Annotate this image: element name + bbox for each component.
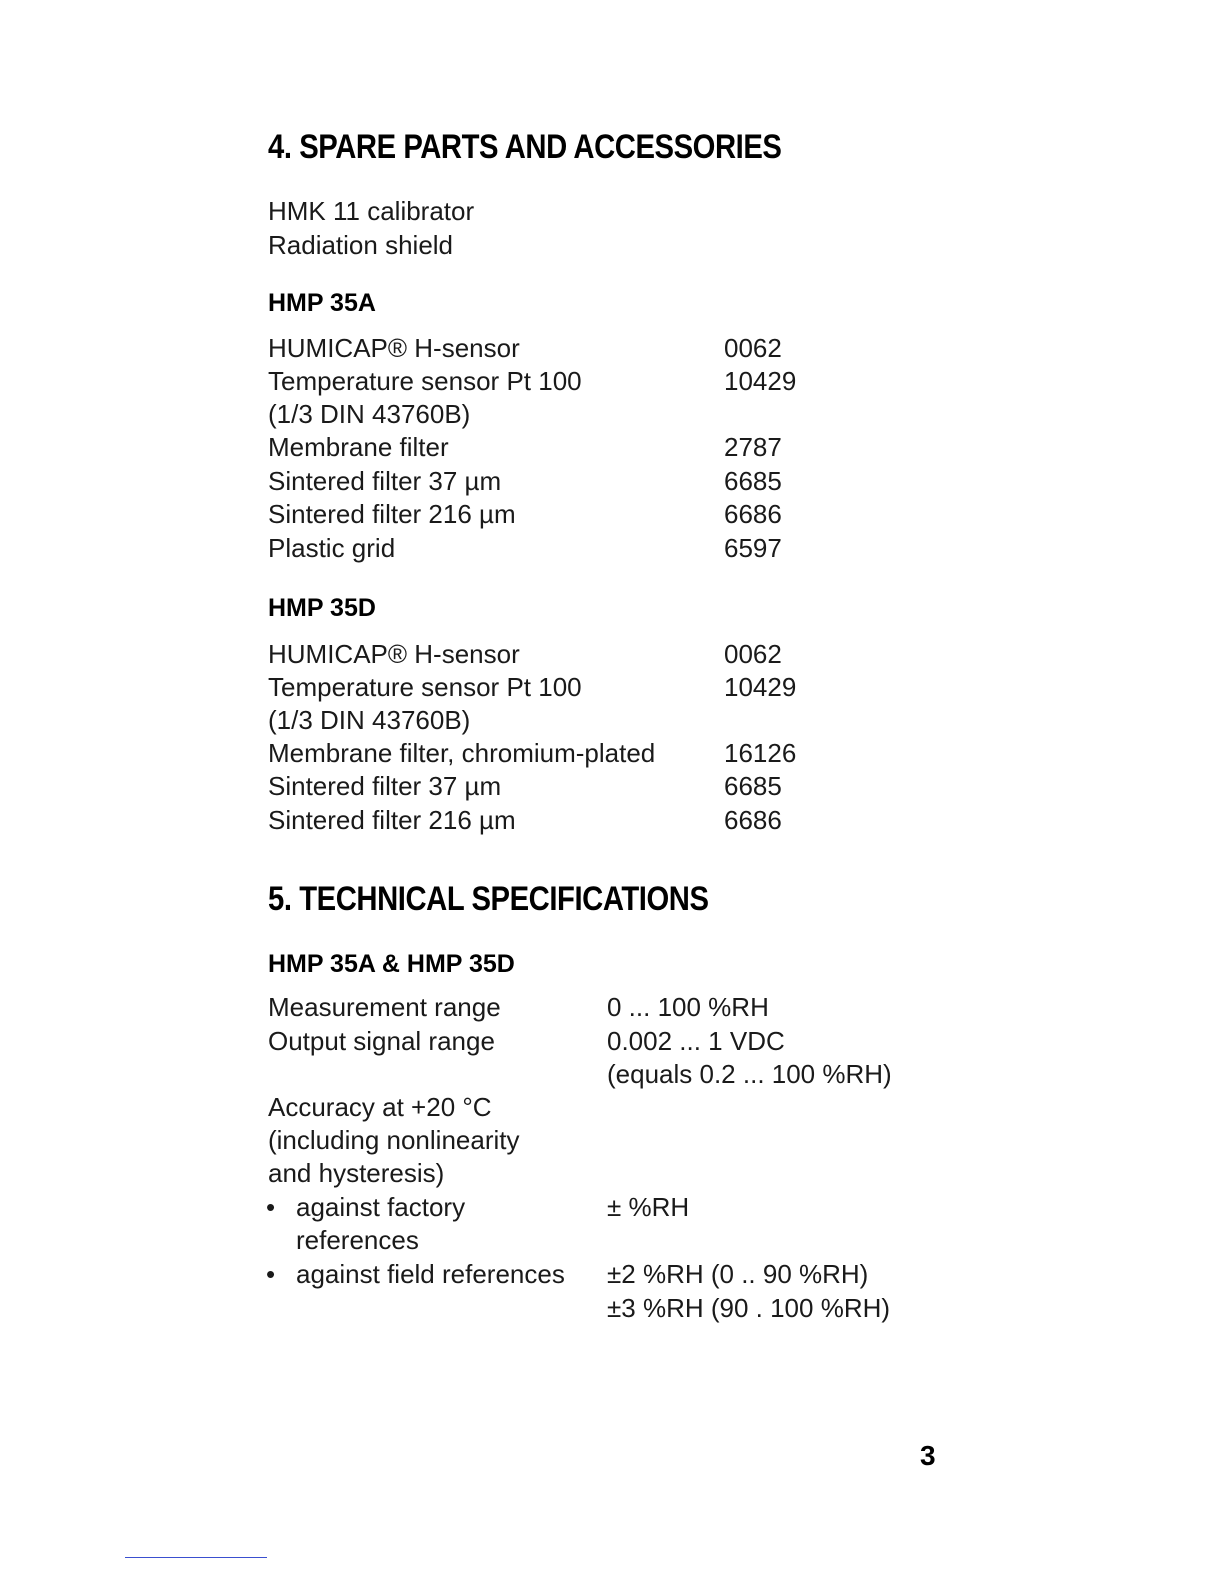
bullet-icon: • <box>266 1259 276 1289</box>
hmp35d-item: HUMICAP® H-sensor <box>268 639 520 669</box>
accuracy-factory-value: ± %RH <box>607 1192 690 1222</box>
hmp35d-code: 10429 <box>724 672 797 702</box>
intro-item-calibrator: HMK 11 calibrator <box>268 196 475 226</box>
accuracy-label: (including nonlinearity <box>268 1125 520 1155</box>
page-number: 3 <box>920 1440 936 1471</box>
section-5-title: 5. TECHNICAL SPECIFICATIONS <box>268 880 709 918</box>
output-signal-label: Output signal range <box>268 1026 495 1056</box>
hmp35a-item: (1/3 DIN 43760B) <box>268 399 471 429</box>
intro-item-radiation-shield: Radiation shield <box>268 230 454 260</box>
hmp35a-code: 2787 <box>724 432 782 462</box>
hmp35a-item: HUMICAP® H-sensor <box>268 333 520 363</box>
accuracy-factory-label-cont: references <box>296 1225 419 1255</box>
hmp35a-heading: HMP 35A <box>268 289 376 317</box>
measurement-range-value: 0 ... 100 %RH <box>607 992 769 1022</box>
bullet-icon: • <box>266 1192 276 1222</box>
hmp35d-code: 16126 <box>724 738 797 768</box>
accuracy-label: and hysteresis) <box>268 1158 445 1188</box>
hmp35a-item: Membrane filter <box>268 432 449 462</box>
hmp35d-item: Sintered filter 216 µm <box>268 805 516 835</box>
specs-subheading: HMP 35A & HMP 35D <box>268 950 515 978</box>
accuracy-field-value: ±2 %RH (0 .. 90 %RH) <box>607 1259 869 1289</box>
hmp35d-item: Temperature sensor Pt 100 <box>268 672 582 702</box>
hmp35a-item: Sintered filter 37 µm <box>268 466 502 496</box>
accuracy-label: Accuracy at +20 °C <box>268 1092 492 1122</box>
hmp35a-code: 10429 <box>724 366 797 396</box>
hmp35a-code: 6597 <box>724 533 782 563</box>
accuracy-field-value-2: ±3 %RH (90 . 100 %RH) <box>607 1293 891 1323</box>
hmp35a-code: 6686 <box>724 499 782 529</box>
section-4-title: 4. SPARE PARTS AND ACCESSORIES <box>268 128 782 166</box>
accuracy-field-label: against field references <box>296 1259 565 1289</box>
hmp35d-item: Membrane filter, chromium-plated <box>268 738 656 768</box>
hmp35d-item: Sintered filter 37 µm <box>268 771 502 801</box>
hmp35a-code: 0062 <box>724 333 782 363</box>
hmp35d-heading: HMP 35D <box>268 594 376 622</box>
hmp35d-code: 6686 <box>724 805 782 835</box>
output-signal-value-note: (equals 0.2 ... 100 %RH) <box>607 1059 892 1089</box>
footer-rule <box>125 1557 267 1558</box>
hmp35a-item: Plastic grid <box>268 533 396 563</box>
hmp35a-item: Sintered filter 216 µm <box>268 499 516 529</box>
hmp35d-code: 0062 <box>724 639 782 669</box>
measurement-range-label: Measurement range <box>268 992 501 1022</box>
hmp35d-code: 6685 <box>724 771 782 801</box>
hmp35a-item: Temperature sensor Pt 100 <box>268 366 582 396</box>
accuracy-factory-label: against factory <box>296 1192 466 1222</box>
output-signal-value: 0.002 ... 1 VDC <box>607 1026 785 1056</box>
hmp35d-item: (1/3 DIN 43760B) <box>268 705 471 735</box>
hmp35a-code: 6685 <box>724 466 782 496</box>
